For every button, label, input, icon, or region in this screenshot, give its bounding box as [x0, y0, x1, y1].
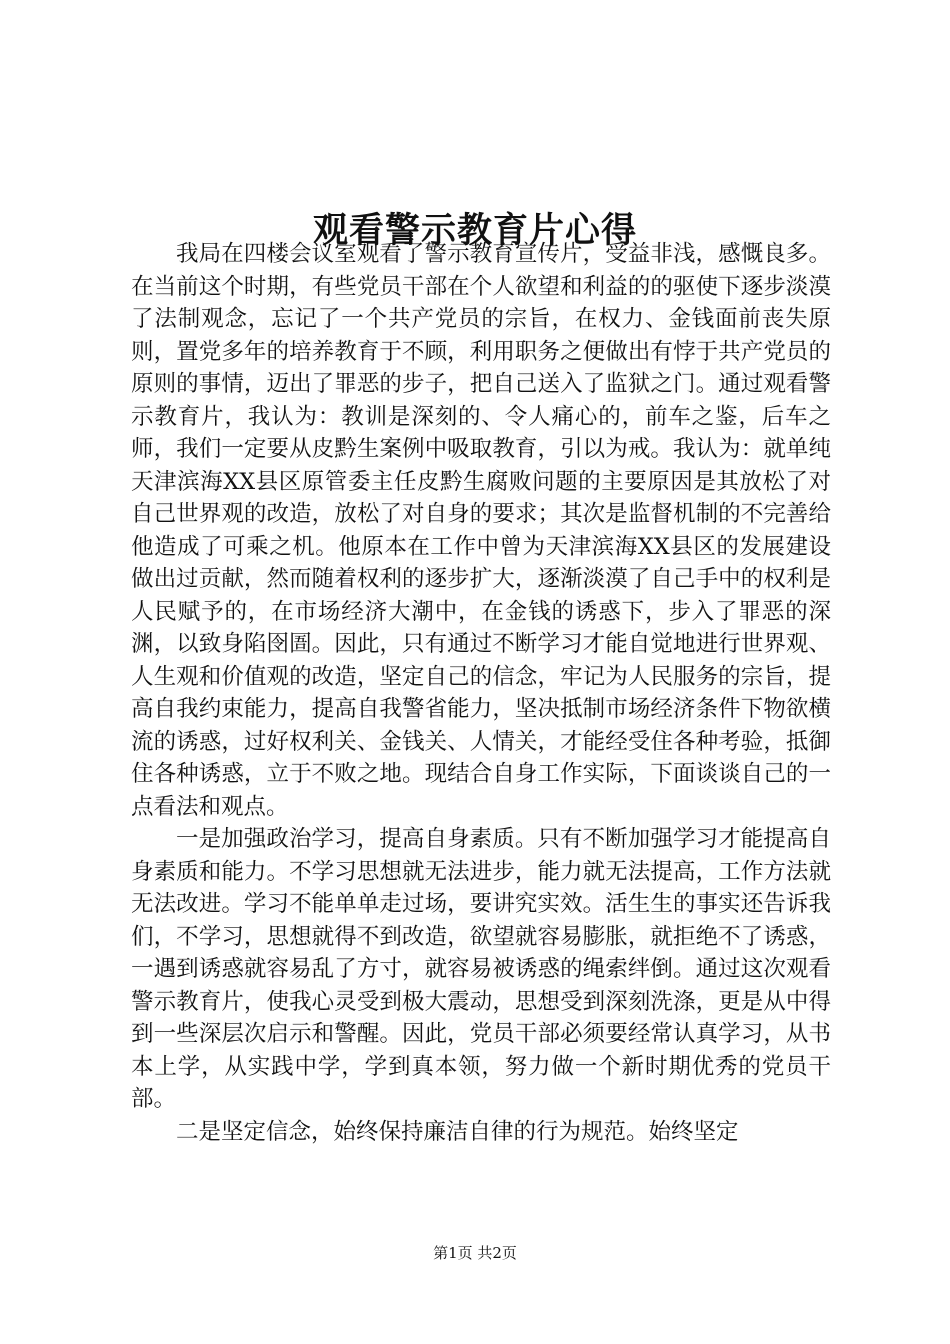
paragraph-point-two: 二是坚定信念，始终保持廉洁自律的行为规范。始终坚定: [176, 1118, 739, 1145]
paragraph-intro: 我局在四楼会议室观看了警示教育宣传片，受益非浅，感慨良多。在当前这个时期，有些党员干部在个人欲望和利益的的驱使下逐步淡漠了法制观念，忘记了一个共产党员的宗旨，在权力、金钱面前丧失原则，置党多年的培养教育于不顾，利用职务之便做出有悖于共产党员的原则的事情，迈出了罪恶的步子，把自己送入了监狱之门。通过观看警示教育片，我认为：教训是深刻的、令人痛心的，前车之鉴，后车之师，我们一定要从皮黔生案例中吸取教育，引以为戒。我认为：就单纯天津滨海XX县区原管委主任皮黔生腐败问题的主要原因是其放松了对自己世界观的改造，放松了对自身的要求；其次是监督机制的不完善给他造成了可乘之机。他原本在工作中曾为天津滨海XX县区的发展建设做出过贡献，然而随着权利的逐步扩大，逐渐淡漠了自己手中的权利是人民赋予的，在市场经济大潮中，在金钱的诱惑下，步入了罪恶的深渊，以致身陷囹圄。因此，只有通过不断学习才能自觉地进行世界观、人生观和价值观的改造，坚定自己的信念，牢记为人民服务的宗旨，提高自我约束能力，提高自我警省能力，坚决抵制市场经济条件下物欲横流的诱惑，过好权利关、金钱关、人情关，才能经受住各种考验，抵御住各种诱惑，立于不败之地。现结合自身工作实际，下面谈谈自己的一点看法和观点。: [131, 241, 831, 820]
page-number-footer: 第1页 共2页: [433, 1244, 517, 1262]
document-body: [131, 238, 831, 1148]
paragraph-point-one: 一是加强政治学习，提高自身素质。只有不断加强学习才能提高自身素质和能力。不学习思想就无法进步，能力就无法提高，工作方法就无法改进。学习不能单单走过场，要讲究实效。活生生的事实还告诉我们，不学习，思想就得不到改造，欲望就容易膨胀，就拒绝不了诱惑，一遇到诱惑就容易乱了方寸，就容易被诱惑的绳索绊倒。通过这次观看警示教育片，使我心灵受到极大震动，思想受到深刻洗涤，更是从中得到一些深层次启示和警醒。因此，党员干部必须要经常认真学习，从书本上学，从实践中学，学到真本领，努力做一个新时期优秀的党员干部。: [131, 826, 831, 1112]
document-title: 观看警示教育片心得: [312, 210, 637, 252]
